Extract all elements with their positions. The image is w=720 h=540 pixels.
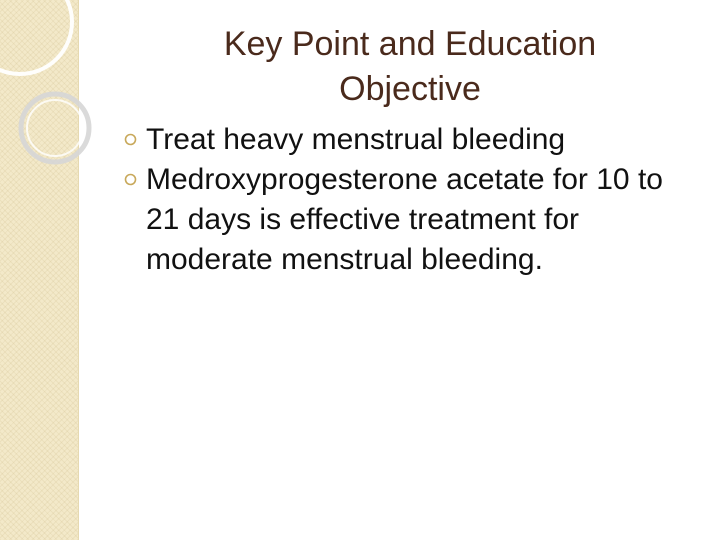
- bullet-item: [100, 120, 700, 160]
- hollow-circle-bullet-icon: [124, 173, 137, 186]
- decorative-side-panel: [0, 0, 79, 540]
- bullet-item: [100, 160, 700, 280]
- bullet-text: Treat heavy menstrual bleeding: [146, 123, 566, 156]
- title-line-2: Objective: [339, 70, 481, 108]
- title-line-1: Key Point and Education: [223, 25, 597, 63]
- bullet-list: [100, 120, 700, 280]
- bullet-text: Medroxyprogesterone acetate for 10 to 21 days is effective treatment for moderate menstrual bleeding.: [146, 163, 663, 276]
- hollow-circle-bullet-icon: [124, 133, 137, 146]
- slide-title: [160, 22, 660, 112]
